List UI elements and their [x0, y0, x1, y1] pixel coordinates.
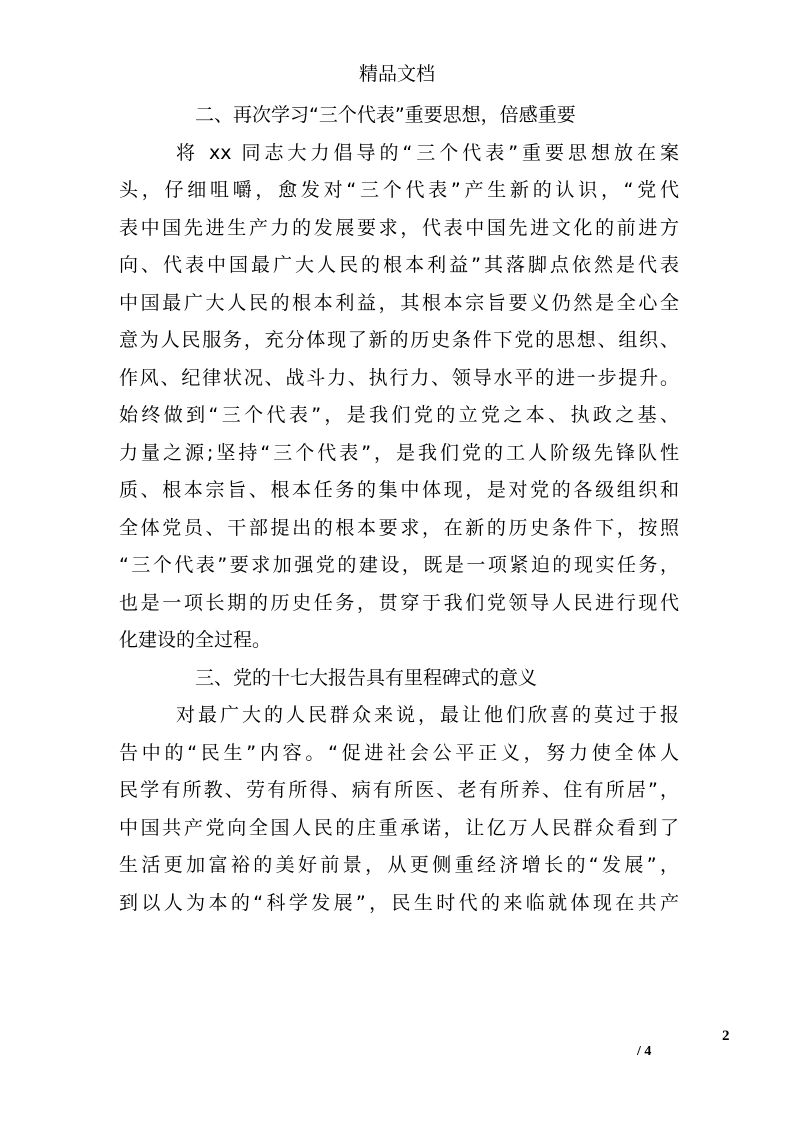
section-heading: 二、再次学习“三个代表”重要思想，倍感重要	[195, 104, 576, 126]
paragraph-line: 意为人民服务，充分体现了新的历史条件下党的思想、组织、	[119, 329, 679, 351]
paragraph-line: 告中的“民生”内容。“促进社会公平正义，努力使全体人	[119, 741, 679, 764]
document-header-title: 精品文档	[358, 63, 435, 85]
paragraph-line: 头，仔细咀嚼，愈发对“三个代表”产生新的认识，“党代	[119, 179, 679, 201]
paragraph-line: 也是一项长期的历史任务，贯穿于我们党领导人民进行现代	[119, 591, 679, 614]
paragraph-line: 向、代表中国最广大人民的根本利益”其落脚点依然是代表	[119, 254, 679, 276]
paragraph-line: 生活更加富裕的美好前景，从更侧重经济增长的“发展”，	[119, 854, 679, 876]
paragraph-line: 中国共产党向全国人民的庄重承诺，让亿万人民群众看到了	[119, 816, 679, 839]
paragraph-line: 中国最广大人民的根本利益，其根本宗旨要义仍然是全心全	[119, 291, 679, 314]
paragraph-line: 表中国先进生产力的发展要求，代表中国先进文化的前进方	[119, 216, 679, 239]
paragraph-line: 对最广大的人民群众来说，最让他们欣喜的莫过于报	[176, 704, 679, 726]
paragraph-line: 到以人为本的“科学发展”，民生时代的来临就体现在共产	[119, 891, 679, 914]
paragraph-line: 力量之源;坚持“三个代表”，是我们党的工人阶级先锋队性	[119, 441, 679, 464]
page-number: 2	[722, 1028, 730, 1044]
paragraph-line: 将 xx 同志大力倡导的“三个代表”重要思想放在案	[176, 141, 679, 164]
page-total: / 4	[637, 1044, 652, 1059]
paragraph-line: 始终做到“三个代表”，是我们党的立党之本、执政之基、	[119, 404, 679, 426]
paragraph-line: 全体党员、干部提出的根本要求，在新的历史条件下，按照	[119, 516, 679, 539]
paragraph-line: 作风、纪律状况、战斗力、执行力、领导水平的进一步提升。	[119, 366, 679, 389]
paragraph-line: “三个代表”要求加强党的建设，既是一项紧迫的现实任务，	[119, 554, 679, 576]
document-body	[119, 97, 679, 922]
paragraph-line: 质、根本宗旨、根本任务的集中体现，是对党的各级组织和	[119, 479, 679, 501]
paragraph-line: 民学有所教、劳有所得、病有所医、老有所养、住有所居”，	[119, 779, 679, 801]
section-heading: 三、党的十七大报告具有里程碑式的意义	[195, 666, 538, 689]
paragraph-line: 化建设的全过程。	[119, 629, 272, 651]
